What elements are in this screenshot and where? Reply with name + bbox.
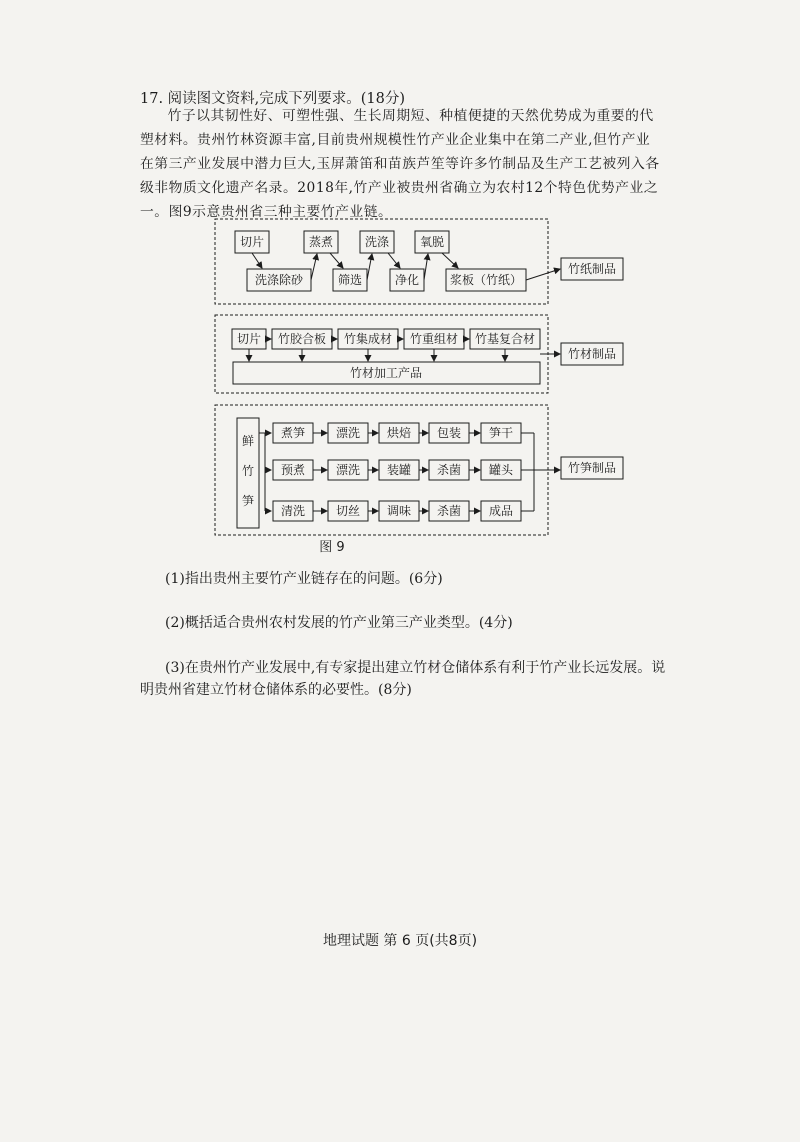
shoot-r1-c2: 漂洗	[335, 426, 361, 440]
shoot-r1-c3: 烘焙	[386, 426, 412, 440]
timber-chain-frame	[215, 315, 548, 393]
sub-question-2: (2)概括适合贵州农村发展的竹产业第三产业类型。(4分)	[165, 615, 513, 631]
shoot-r1-c4: 包装	[436, 426, 462, 440]
timber-label-glulam: 竹集成材	[343, 332, 393, 346]
shoot-r1-c1: 煮笋	[280, 426, 306, 440]
timber-label-scrimber: 竹重组材	[409, 332, 459, 346]
question-paragraph: 竹子以其韧性好、可塑性强、生长周期短、种植便捷的天然优势成为重要的代塑材料。贵州竹林资源丰富,目前贵州规模性竹产业企业集中在第二产业,但竹产业在第三产业发展中潜力巨大,玉屏萧笛和苗族芦笙等许多竹制品及生产工艺被列入各级非物质文化遗产名录。2018年,竹产业被贵州省确立为农村12个特色优势产业之一。图9示意贵州省三种主要竹产业链。	[140, 108, 660, 220]
shoot-r2-c4: 杀菌	[436, 463, 462, 477]
figure-caption: 图 9	[319, 540, 345, 555]
paper-label-slice: 切片	[239, 235, 265, 249]
shoot-source-char-3: 笋	[241, 494, 255, 508]
shoot-source-char-1: 鲜	[241, 434, 255, 448]
shoot-r3-c2: 切丝	[335, 504, 361, 518]
page-footer: 地理试题 第 6 页(共8页)	[322, 933, 478, 949]
paper-label-wash: 洗涤	[364, 235, 390, 249]
paper-label-steam: 蒸煮	[308, 235, 334, 249]
figure-9-diagram	[0, 0, 800, 560]
shoot-r1-c5: 笋干	[488, 426, 514, 440]
sub-question-1: (1)指出贵州主要竹产业链存在的问题。(6分)	[165, 571, 443, 587]
shoot-source-char-2: 竹	[241, 464, 255, 478]
paper-label-purify: 净化	[394, 273, 420, 287]
paper-label-wash-sand: 洗涤除砂	[254, 273, 304, 287]
shoot-r2-c3: 装罐	[386, 463, 412, 477]
paper-label-oxygen: 氧脱	[419, 235, 445, 249]
paper-label-screen: 筛选	[337, 273, 363, 287]
shoot-r2-c2: 漂洗	[335, 463, 361, 477]
timber-products-label: 竹材加工产品	[349, 366, 423, 380]
paper-output-label: 竹纸制品	[567, 262, 617, 276]
shoot-r3-c1: 清洗	[280, 504, 306, 518]
timber-label-plywood: 竹胶合板	[277, 332, 327, 346]
question-header: 17. 阅读图文资料,完成下列要求。(18分)	[140, 91, 406, 107]
shoot-r3-c5: 成品	[488, 504, 514, 518]
shoot-r3-c4: 杀菌	[436, 504, 462, 518]
timber-output-label: 竹材制品	[567, 347, 617, 361]
paper-label-pulp: 浆板（竹纸）	[449, 273, 523, 287]
sub-question-3-line-2: 明贵州省建立竹材仓储体系的必要性。(8分)	[140, 682, 412, 698]
timber-label-composite: 竹基复合材	[474, 332, 536, 346]
shoot-r3-c3: 调味	[386, 504, 412, 518]
shoot-r2-c5: 罐头	[488, 463, 514, 477]
shoot-r2-c1: 预煮	[280, 463, 306, 477]
timber-label-slice: 切片	[236, 332, 262, 346]
sub-question-3-line-1: (3)在贵州竹产业发展中,有专家提出建立竹材仓储体系有利于竹产业长远发展。说	[165, 660, 666, 676]
shoot-output-label: 竹笋制品	[567, 461, 617, 475]
